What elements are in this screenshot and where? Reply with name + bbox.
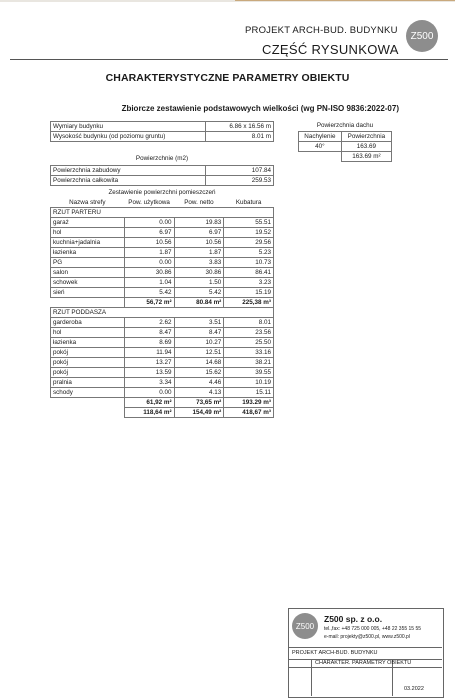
title-block-sheet: CHARAKTER. PARAMETRY OBIEKTU — [315, 660, 412, 666]
room-net-area: 1.50 — [174, 278, 224, 288]
room-name: salon — [51, 268, 125, 278]
room-volume: 23.56 — [224, 328, 274, 338]
roof-angle: 40° — [299, 142, 342, 152]
room-volume: 10.73 — [224, 258, 274, 268]
room-row — [51, 278, 274, 288]
title-block-logo-text: Z500 — [295, 621, 315, 631]
dimension-label: Wymiary budynku — [51, 122, 206, 132]
room-usable-area: 10.56 — [124, 238, 174, 248]
rooms-col-usable: Pow. użytkowa — [128, 198, 170, 206]
room-net-area: 3.51 — [174, 318, 224, 328]
surface-label: Powierzchnia zabudowy — [51, 166, 206, 176]
title-block-divider — [288, 647, 442, 648]
surface-value: 259.53 — [206, 176, 274, 186]
roof-col-area: Powierzchnia — [341, 132, 391, 142]
title-block-date: 03.2022 — [404, 686, 424, 692]
roof-table — [298, 131, 392, 162]
room-net-area: 10.27 — [174, 338, 224, 348]
room-usable-area: 6.97 — [124, 228, 174, 238]
floor-total-spacer — [51, 398, 125, 408]
surface-value: 107.84 — [206, 166, 274, 176]
room-row — [51, 248, 274, 258]
header-divider — [10, 59, 448, 60]
grand-total-volume: 418,67 m³ — [224, 408, 274, 418]
floor-total-net: 73,65 m² — [174, 398, 224, 408]
floor-total-net: 80.84 m² — [174, 298, 224, 308]
room-usable-area: 0.00 — [124, 388, 174, 398]
roof-row — [299, 142, 392, 152]
grand-total-net: 154,49 m² — [174, 408, 224, 418]
room-row — [51, 268, 274, 278]
floor-total-usable: 61,92 m² — [124, 398, 174, 408]
room-volume: 29.56 — [224, 238, 274, 248]
dimension-row — [51, 122, 274, 132]
room-row — [51, 338, 274, 348]
room-name: hol — [51, 228, 125, 238]
room-usable-area: 11.94 — [124, 348, 174, 358]
z500-logo — [406, 20, 438, 52]
surface-label: Powierzchnia całkowita — [51, 176, 206, 186]
room-usable-area: 1.04 — [124, 278, 174, 288]
title-block-divider — [311, 659, 312, 696]
room-usable-area: 1.87 — [124, 248, 174, 258]
room-row — [51, 238, 274, 248]
floor-name: RZUT PODDASZA — [51, 308, 274, 318]
room-row — [51, 318, 274, 328]
room-net-area: 4.46 — [174, 378, 224, 388]
surfaces-table — [50, 165, 274, 186]
floor-header-row — [51, 308, 274, 318]
roof-column-headers — [299, 132, 392, 142]
dimension-value: 8.01 m — [206, 132, 274, 142]
roof-col-slope: Nachylenie — [299, 132, 342, 142]
rooms-header: Zestawienie powierzchni pomieszczeń — [108, 189, 216, 196]
room-row — [51, 218, 274, 228]
rooms-table — [50, 198, 274, 418]
roof-total-row — [299, 152, 392, 162]
company-phone: tel.,fax: +48 725 000 005, +48 22 355 15 55 — [324, 626, 422, 632]
room-net-area: 12.51 — [174, 348, 224, 358]
page-title: CHARAKTERYSTYCZNE PARAMETRY OBIEKTU — [105, 72, 350, 84]
room-volume: 25.50 — [224, 338, 274, 348]
room-name: schowek — [51, 278, 125, 288]
floor-total-row — [51, 298, 274, 308]
room-volume: 55.51 — [224, 218, 274, 228]
floor-total-spacer — [51, 298, 125, 308]
room-name: kuchnia+jadalnia — [51, 238, 125, 248]
rooms-col-name: Nazwa strefy — [69, 198, 106, 206]
title-block-project: PROJEKT ARCH-BUD. BUDYNKU — [292, 650, 378, 656]
dimension-row — [51, 132, 274, 142]
floor-total-usable: 56,72 m² — [124, 298, 174, 308]
room-volume: 38.21 — [224, 358, 274, 368]
logo-text: Z500 — [410, 30, 434, 42]
dimensions-table — [50, 121, 274, 142]
room-row — [51, 348, 274, 358]
roof-area: 163.69 — [341, 142, 391, 152]
room-net-area: 8.47 — [174, 328, 224, 338]
room-usable-area: 13.27 — [124, 358, 174, 368]
room-name: pralnia — [51, 378, 125, 388]
surface-row — [51, 176, 274, 186]
room-row — [51, 258, 274, 268]
floor-header-row — [51, 208, 274, 218]
grand-total-usable: 118,64 m² — [124, 408, 174, 418]
room-net-area: 19.83 — [174, 218, 224, 228]
surface-row — [51, 166, 274, 176]
room-usable-area: 13.59 — [124, 368, 174, 378]
rooms-col-net: Pow. netto — [184, 198, 214, 206]
room-usable-area: 30.86 — [124, 268, 174, 278]
surfaces-header: Powierzchnie (m2) — [135, 155, 189, 162]
room-usable-area: 0.00 — [124, 218, 174, 228]
room-net-area: 14.68 — [174, 358, 224, 368]
room-net-area: 3.83 — [174, 258, 224, 268]
rooms-col-volume: Kubatura — [235, 198, 262, 206]
header-section: CZĘŚĆ RYSUNKOWA — [262, 42, 399, 57]
header-project: PROJEKT ARCH-BUD. BUDYNKU — [245, 25, 398, 36]
room-name: PG — [51, 258, 125, 268]
room-usable-area: 5.42 — [124, 288, 174, 298]
room-row — [51, 288, 274, 298]
room-name: pokój — [51, 358, 125, 368]
room-net-area: 5.42 — [174, 288, 224, 298]
room-name: łazienka — [51, 248, 125, 258]
room-usable-area: 8.69 — [124, 338, 174, 348]
rooms-column-headers — [51, 198, 274, 208]
roof-total: 163.69 m² — [341, 152, 391, 162]
room-net-area: 10.56 — [174, 238, 224, 248]
room-name: garderoba — [51, 318, 125, 328]
room-volume: 19.52 — [224, 228, 274, 238]
room-volume: 15.19 — [224, 288, 274, 298]
roof-header: Powierzchnia dachu — [316, 122, 374, 129]
room-row — [51, 358, 274, 368]
room-row — [51, 388, 274, 398]
room-net-area: 30.86 — [174, 268, 224, 278]
floor-name: RZUT PARTERU — [51, 208, 274, 218]
room-name: pokój — [51, 368, 125, 378]
floor-total-volume: 193.29 m³ — [224, 398, 274, 408]
room-net-area: 6.97 — [174, 228, 224, 238]
room-row — [51, 328, 274, 338]
room-name: łazienka — [51, 338, 125, 348]
room-volume: 39.55 — [224, 368, 274, 378]
floor-total-row — [51, 398, 274, 408]
room-net-area: 4.13 — [174, 388, 224, 398]
floor-total-volume: 225,38 m³ — [224, 298, 274, 308]
room-row — [51, 368, 274, 378]
room-row — [51, 378, 274, 388]
dimension-value: 6.86 x 16.56 m — [206, 122, 274, 132]
room-volume: 10.19 — [224, 378, 274, 388]
room-name: sień — [51, 288, 125, 298]
room-name: hol — [51, 328, 125, 338]
room-usable-area: 2.62 — [124, 318, 174, 328]
rooms-grand-total-row — [51, 408, 274, 418]
top-edge-accent — [235, 0, 455, 1]
room-volume: 86.41 — [224, 268, 274, 278]
room-volume: 5.23 — [224, 248, 274, 258]
dimension-label: Wysokość budynku (od poziomu gruntu) — [51, 132, 206, 142]
room-name: pokój — [51, 348, 125, 358]
page-subtitle: Zbiorcze zestawienie podstawowych wielkości (wg PN-ISO 9836:2022-07) — [121, 104, 399, 113]
room-name: schody — [51, 388, 125, 398]
room-volume: 33.16 — [224, 348, 274, 358]
title-block-logo — [292, 613, 318, 639]
company-name: Z500 sp. z o.o. — [324, 614, 383, 624]
room-volume: 15.11 — [224, 388, 274, 398]
room-usable-area: 3.34 — [124, 378, 174, 388]
room-net-area: 15.62 — [174, 368, 224, 378]
room-volume: 3.23 — [224, 278, 274, 288]
company-email: e-mail: projekty@z500.pl, www.z500.pl — [324, 634, 410, 640]
room-name: garaż — [51, 218, 125, 228]
room-row — [51, 228, 274, 238]
room-volume: 8.01 — [224, 318, 274, 328]
room-net-area: 1.87 — [174, 248, 224, 258]
room-usable-area: 0.00 — [124, 258, 174, 268]
room-usable-area: 8.47 — [124, 328, 174, 338]
